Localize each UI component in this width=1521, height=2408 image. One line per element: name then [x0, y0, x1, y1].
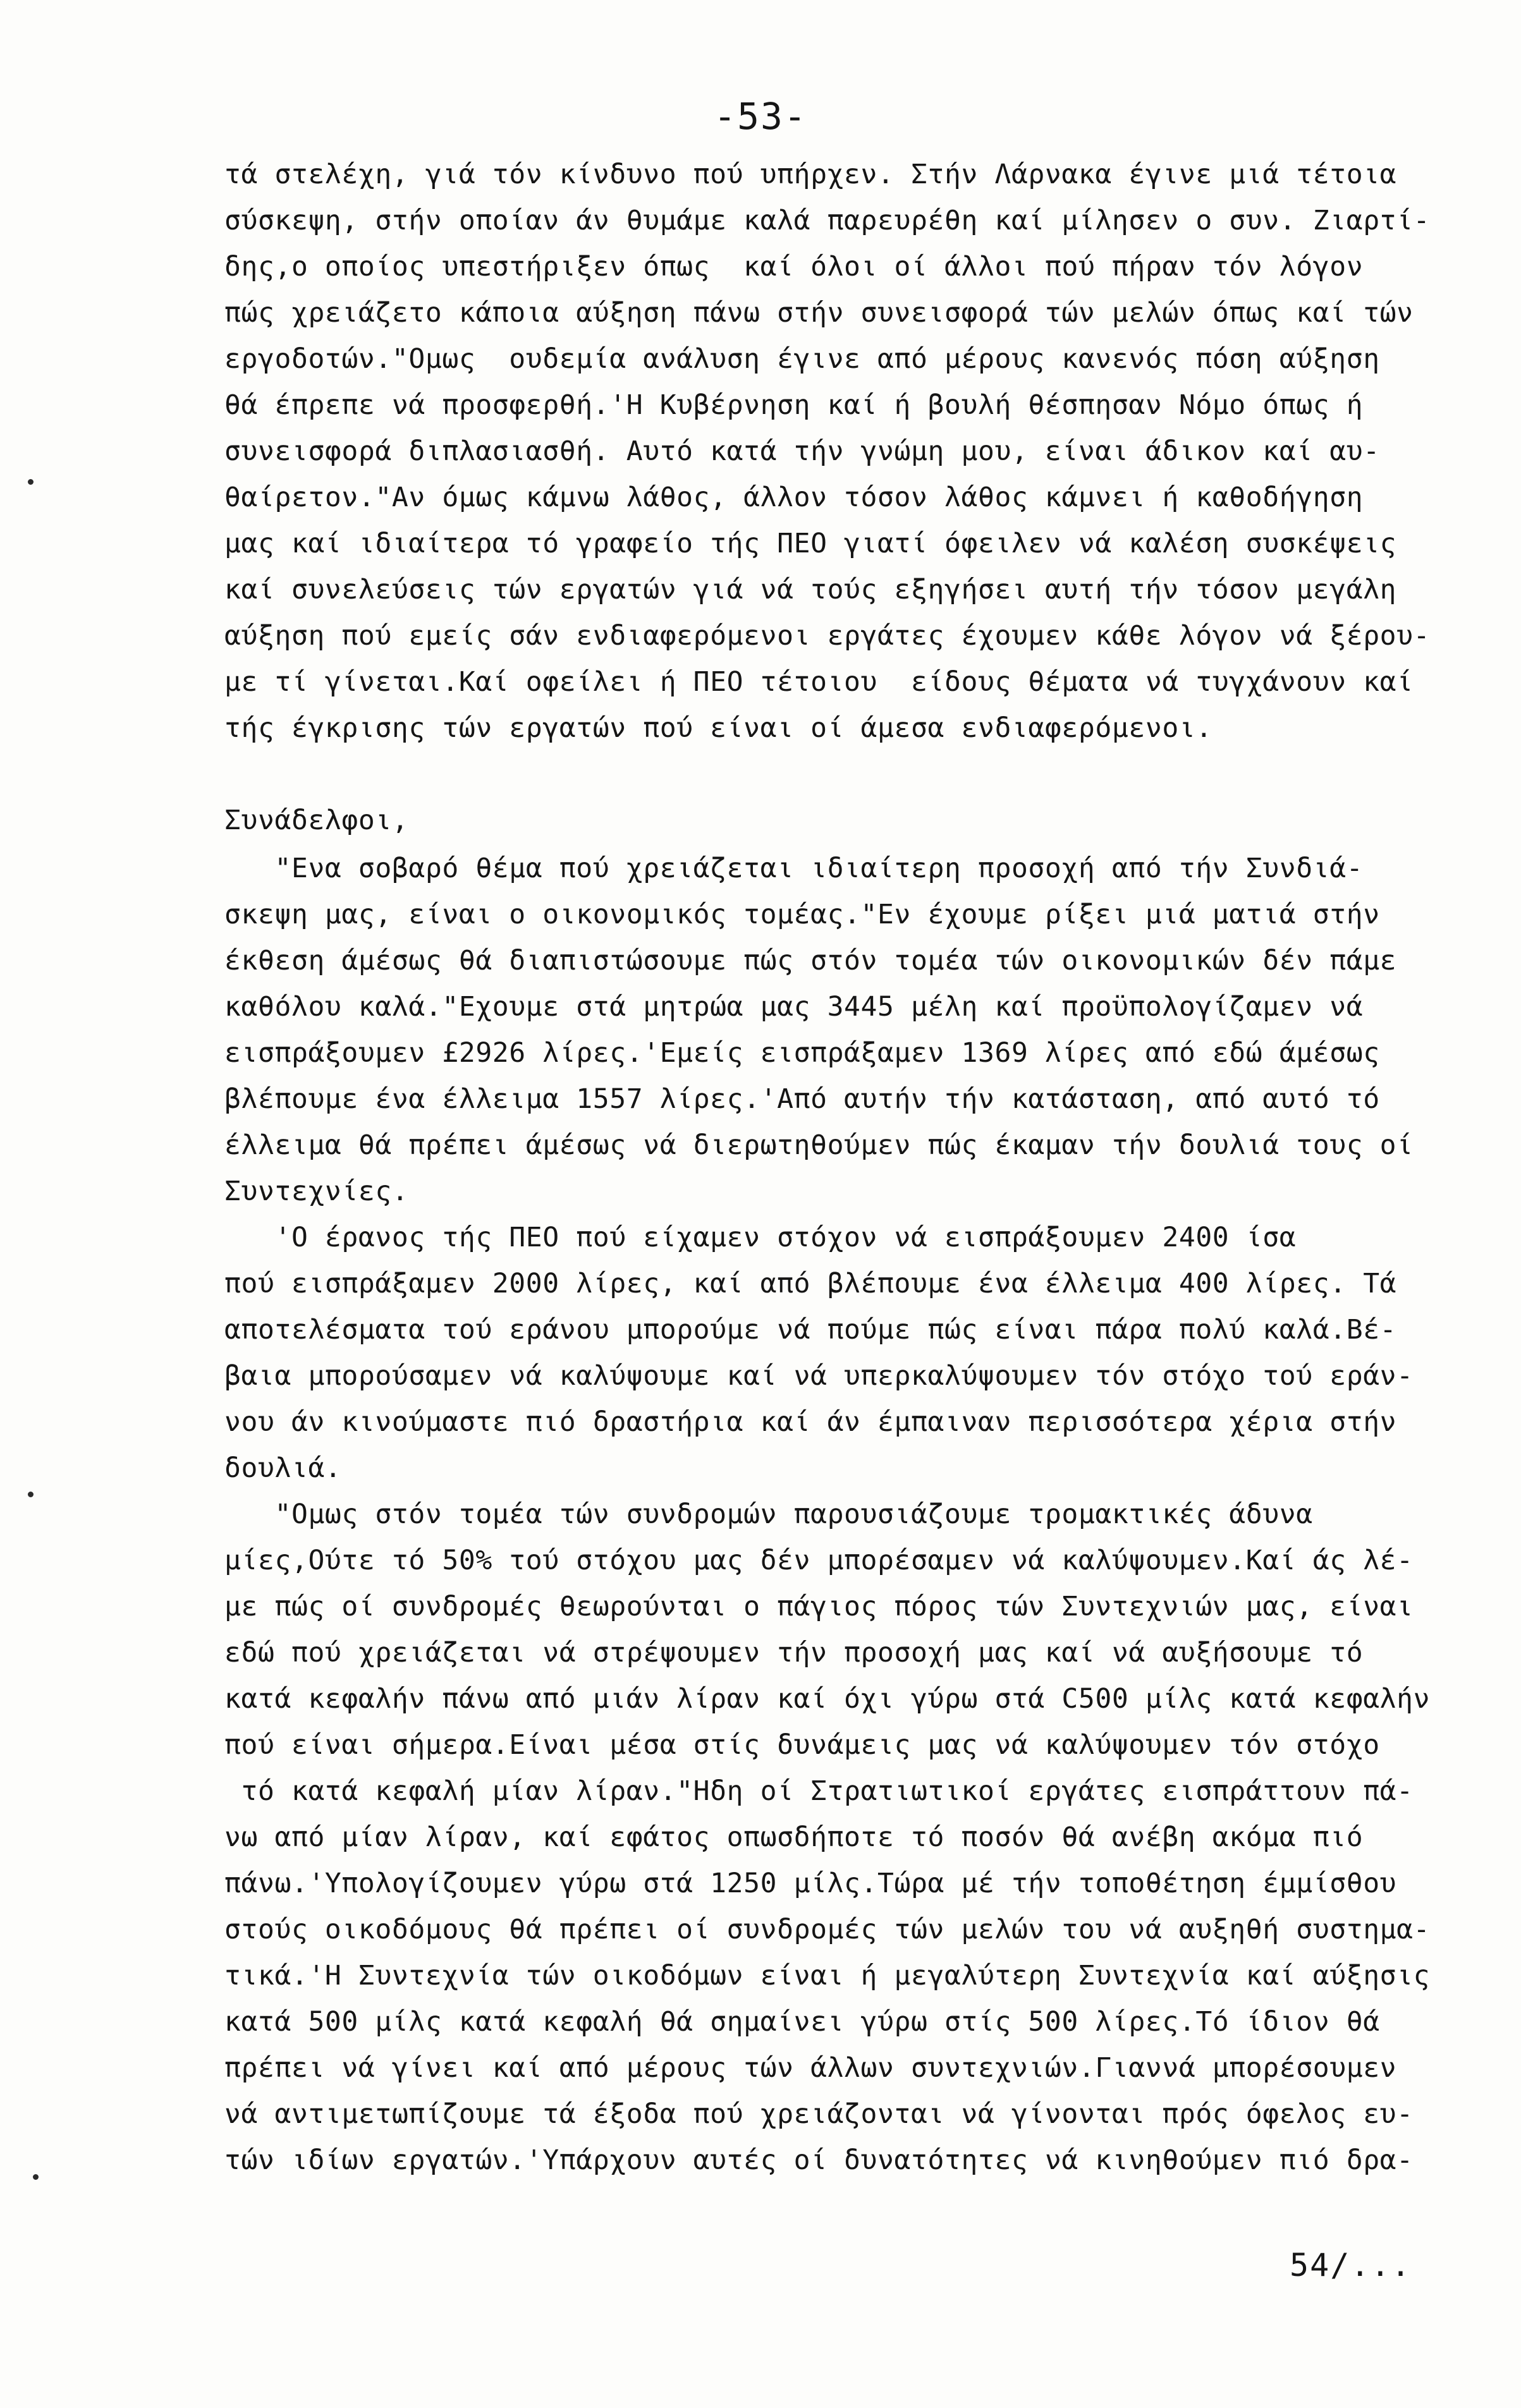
- text-line: αύξηση πού εμείς σάν ενδιαφερόμενοι εργάτες έχουμεν κάθε λόγον νά ξέρου-: [224, 620, 1431, 652]
- text-line: θαίρετον."Αν όμως κάμνω λάθος, άλλον τόσον λάθος κάμνει ή καθοδήγηση: [224, 482, 1364, 513]
- text-line: τά στελέχη, γιά τόν κίνδυνο πού υπήρχεν. Στήν Λάρνακα έγινε μιά τέτοια: [224, 159, 1397, 190]
- text-line: 'Ο έρανος τής ΠΕΟ πού είχαμεν στόχον νά εισπράξουμεν 2400 ίσα: [224, 1222, 1297, 1253]
- text-line: εισπράξουμεν £2926 λίρες.'Εμείς εισπράξαμεν 1369 λίρες από εδώ άμέσως: [224, 1037, 1380, 1069]
- text-line: πού εισπράξαμεν 2000 λίρες, καί από βλέπουμε ένα έλλειμα 400 λίρες. Τά: [224, 1268, 1397, 1299]
- text-line: δης,ο οποίος υπεστήριξεν όπως καί όλοι οί άλλοι πού πήραν τόν λόγον: [224, 251, 1364, 283]
- text-line: δουλιά.: [224, 1452, 342, 1484]
- text-line: πρέπει νά γίνει καί από μέρους τών άλλων συντεχνιών.Γιαννά μπορέσουμεν: [224, 2052, 1397, 2084]
- text-line: μίες,Ούτε τό 50% τού στόχου μας δέν μπορέσαμεν νά καλύψουμεν.Καί άς λέ-: [224, 1545, 1414, 1576]
- text-line: συνεισφορά διπλασιασθή. Αυτό κατά τήν γνώμη μου, είναι άδικον καί αυ-: [224, 435, 1380, 467]
- text-line: εδώ πού χρειάζεται νά στρέψουμεν τήν προσοχή μας καί νά αυξήσουμε τό: [224, 1637, 1364, 1669]
- text-line: έκθεση άμέσως θά διαπιστώσουμε πώς στόν τομέα τών οικονομικών δέν πάμε: [224, 945, 1397, 976]
- text-line: σκεψη μας, είναι ο οικονομικός τομέας."Εν έχουμε ρίξει μιά ματιά στήν: [224, 899, 1380, 930]
- text-line: με πώς οί συνδρομές θεωρούνται ο πάγιος πόρος τών Συντεχνιών μας, είναι: [224, 1591, 1414, 1622]
- text-line: τής έγκρισης τών εργατών πού είναι οί άμεσα ενδιαφερόμενοι.: [224, 712, 1213, 744]
- text-line: [224, 751, 1457, 798]
- text-line: στούς οικοδόμους θά πρέπει οί συνδρομές τών μελών του νά αυξηθή συστημα-: [224, 1914, 1431, 1945]
- text-line: βαια μπορούσαμεν νά καλύψουμε καί νά υπερκαλύψουμεν τόν στόχο τού εράν-: [224, 1360, 1414, 1392]
- text-line: βλέπουμε ένα έλλειμα 1557 λίρες.'Από αυτήν τήν κατάσταση, από αυτό τό: [224, 1083, 1380, 1115]
- text-line: κατά κεφαλήν πάνω από μιάν λίραν καί όχι γύρω στά C500 μίλς κατά κεφαλήν: [224, 1683, 1431, 1715]
- text-line: τό κατά κεφαλή μίαν λίραν."Ηδη οί Στρατιωτικοί εργάτες εισπράττουν πά-: [224, 1775, 1414, 1807]
- text-line: Συντεχνίες.: [224, 1176, 409, 1207]
- text-line: σύσκεψη, στήν οποίαν άν θυμάμε καλά παρευρέθη καί μίλησεν ο συν. Ζιαρτί-: [224, 205, 1431, 236]
- text-line: αποτελέσματα τού εράνου μπορούμε νά πούμε πώς είναι πάρα πολύ καλά.Βέ-: [224, 1314, 1397, 1346]
- text-line: μας καί ιδιαίτερα τό γραφείο τής ΠΕΟ γιατί όφειλεν νά καλέση συσκέψεις: [224, 528, 1397, 559]
- text-line: πώς χρειάζετο κάποια αύξηση πάνω στήν συνεισφορά τών μελών όπως καί τών: [224, 297, 1414, 329]
- text-line: "Ενα σοβαρό θέμα πού χρειάζεται ιδιαίτερη προσοχή από τήν Συνδιά-: [224, 853, 1364, 884]
- body-text-first: [224, 152, 1457, 844]
- text-line: νά αντιμετωπίζουμε τά έξοδα πού χρειάζονται νά γίνονται πρός όφελος ευ-: [224, 2098, 1414, 2130]
- text-line: πού είναι σήμερα.Είναι μέσα στίς δυνάμεις μας νά καλύψουμεν τόν στόχο: [224, 1729, 1380, 1761]
- margin-dot: [28, 1492, 34, 1497]
- text-line: Συνάδελφοι,: [224, 805, 409, 836]
- text-line: καθόλου καλά."Εχουμε στά μητρώα μας 3445 μέλη καί προϋπολογίζαμεν νά: [224, 991, 1364, 1023]
- margin-dot: [33, 2174, 39, 2180]
- text-line: "Ομως στόν τομέα τών συνδρομών παρουσιάζουμε τρομακτικές άδυνα: [224, 1499, 1313, 1530]
- text-line: κατά 500 μίλς κατά κεφαλή θά σημαίνει γύρω στίς 500 λίρες.Τό ίδιον θά: [224, 2006, 1380, 2038]
- continuation-marker: 54/...: [1290, 2247, 1412, 2283]
- text-line: νου άν κινούμαστε πιό δραστήρια καί άν έμπαιναν περισσότερα χέρια στήν: [224, 1406, 1397, 1438]
- body-text-second: [224, 846, 1457, 2184]
- text-line: θά έπρεπε νά προσφερθή.'Η Κυβέρνηση καί ή βουλή θέσπησαν Νόμο όπως ή: [224, 389, 1364, 421]
- text-line: τών ιδίων εργατών.'Υπάρχουν αυτές οί δυνατότητες νά κινηθούμεν πιό δρα-: [224, 2144, 1414, 2176]
- text-line: καί συνελεύσεις τών εργατών γιά νά τούς εξηγήσει αυτή τήν τόσον μεγάλη: [224, 574, 1397, 605]
- text-line: νω από μίαν λίραν, καί εφάτος οπωσδήποτε τό ποσόν θά ανέβη ακόμα πιό: [224, 1821, 1364, 1853]
- text-line: πάνω.'Υπολογίζουμεν γύρω στά 1250 μίλς.Τώρα μέ τήν τοποθέτηση έμμίσθου: [224, 1868, 1397, 1899]
- text-line: τικά.'Η Συντεχνία τών οικοδόμων είναι ή μεγαλύτερη Συντεχνία καί αύξησις: [224, 1960, 1431, 1991]
- text-line: εργοδοτών."Ομως ουδεμία ανάλυση έγινε από μέρους κανενός πόση αύξηση: [224, 343, 1380, 375]
- page-number: -53-: [714, 95, 807, 138]
- text-line: έλλειμα θά πρέπει άμέσως νά διερωτηθούμεν πώς έκαμαν τήν δουλιά τους οί: [224, 1129, 1414, 1161]
- margin-dot: [28, 479, 34, 485]
- text-line: με τί γίνεται.Καί οφείλει ή ΠΕΟ τέτοιου είδους θέματα νά τυγχάνουν καί: [224, 666, 1414, 698]
